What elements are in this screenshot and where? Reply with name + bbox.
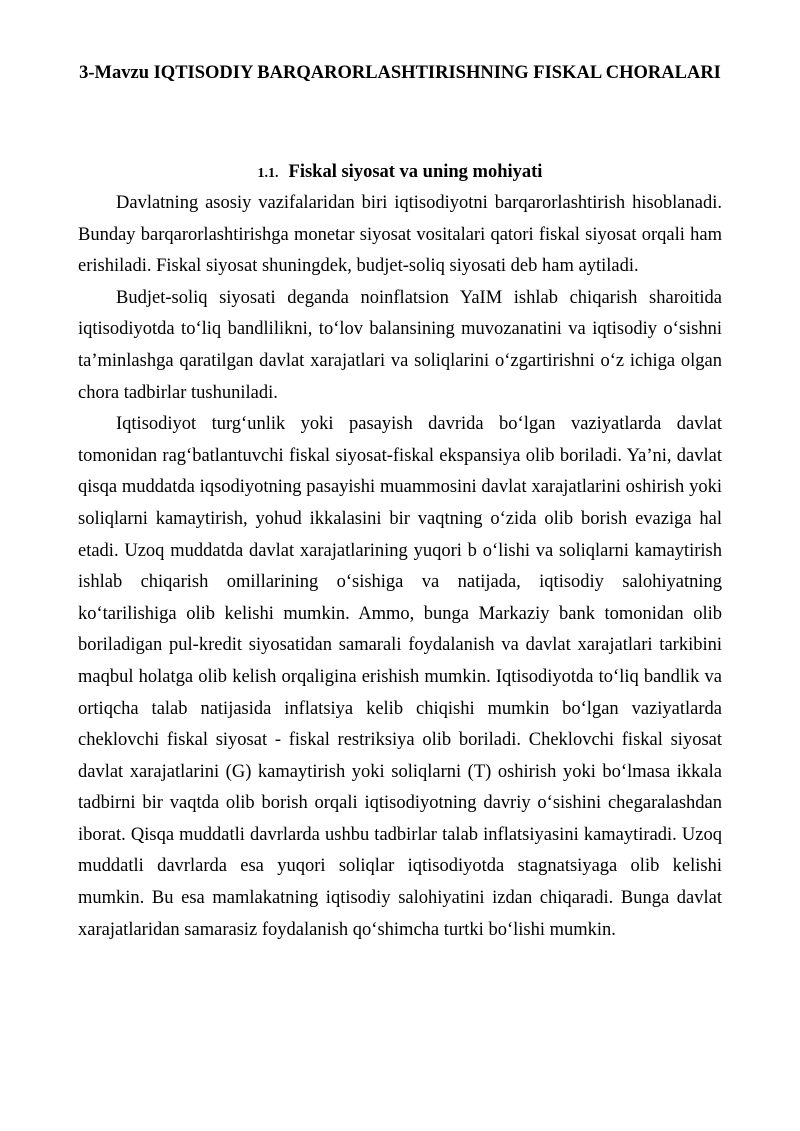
document-body bbox=[78, 188, 722, 946]
paragraph-2: Budjet-soliq siyosati deganda noinflatsion YaIM ishlab chiqarish sharoitida iqtisodiyotda to‘liq bandlilikni, to‘lov balansining muvozanatini va iqtisodiy o‘sishni ta’minlashga qaratilgan davlat xarajatlari va soliqlarini o‘zgartirishni o‘z ichiga olgan chora tadbirlar tushuniladi. bbox=[78, 287, 722, 403]
paragraph-1: Davlatning asosiy vazifalaridan biri iqtisodiyotni barqarorlashtirish hisoblanadi. Bunday barqarorlashtirishga monetar siyosat vositalari qatori fiskal siyosat orqali ham erishiladi. Fiskal siyosat shuningdek, budjet-soliq siyosati deb ham aytiladi. bbox=[78, 193, 722, 277]
paragraph-3: Iqtisodiyot turg‘unlik yoki pasayish davrida bo‘lgan vaziyatlarda davlat tomonidan rag‘batlantuvchi fiskal siyosat-fiskal ekspansiya olib boriladi. Ya’ni, davlat qisqa muddatda iqsodiyotning pasayishi muammosini davlat xarajatlarini oshirish yoki soliqlarni kamaytirish, yohud ikkalasini bir vaqtning o‘zida olib borish evaziga hal etadi. Uzoq muddatda davlat xarajatlarining yuqori b o‘lishi va soliqlarni kamaytirish ishlab chiqarish omillarining o‘sishiga va natijada, iqtisodiy salohiyatning ko‘tarilishiga olib kelishi mumkin. Ammo, bunga Markaziy bank tomonidan olib boriladigan pul-kredit siyosatidan samarali foydalanish va davlat xarajatlari tarkibini maqbul holatga olib kelish orqaligina erishish mumkin. Iqtisodiyotda to‘liq bandlik va ortiqcha talab natijasida inflatsiya kelib chiqishi mumkin bo‘lgan vaziyatlarda cheklovchi fiskal siyosat - fiskal restriksiya olib boriladi. Cheklovchi fiskal siyosat davlat xarajatlarini (G) kamaytirish yoki soliqlarni (T) oshirish yoki bo‘lmasa ikkala tadbirni bir vaqtda olib borish orqali iqtisodiyotning davriy o‘sishini chegaralashdan iborat. Qisqa muddatli davrlarda ushbu tadbirlar talab inflatsiyasini kamaytiradi. Uzoq muddatli davrlarda esa yuqori soliqlar iqtisodiyotda stagnatsiyaga olib kelishi mumkin. Bu esa mamlakatning iqtisodiy salohiyatini izdan chiqaradi. Bunga davlat xarajatlaridan samarasiz foydalanish qo‘shimcha turtki bo‘lishi mumkin. bbox=[78, 414, 722, 940]
section-heading bbox=[78, 158, 722, 188]
section-number: 1.1. bbox=[257, 166, 279, 181]
document-title: 3-Mavzu IQTISODIY BARQARORLASHTIRISHNING FISKAL CHORALARI bbox=[79, 63, 721, 83]
section-title: Fiskal siyosat va uning mohiyati bbox=[288, 162, 543, 182]
